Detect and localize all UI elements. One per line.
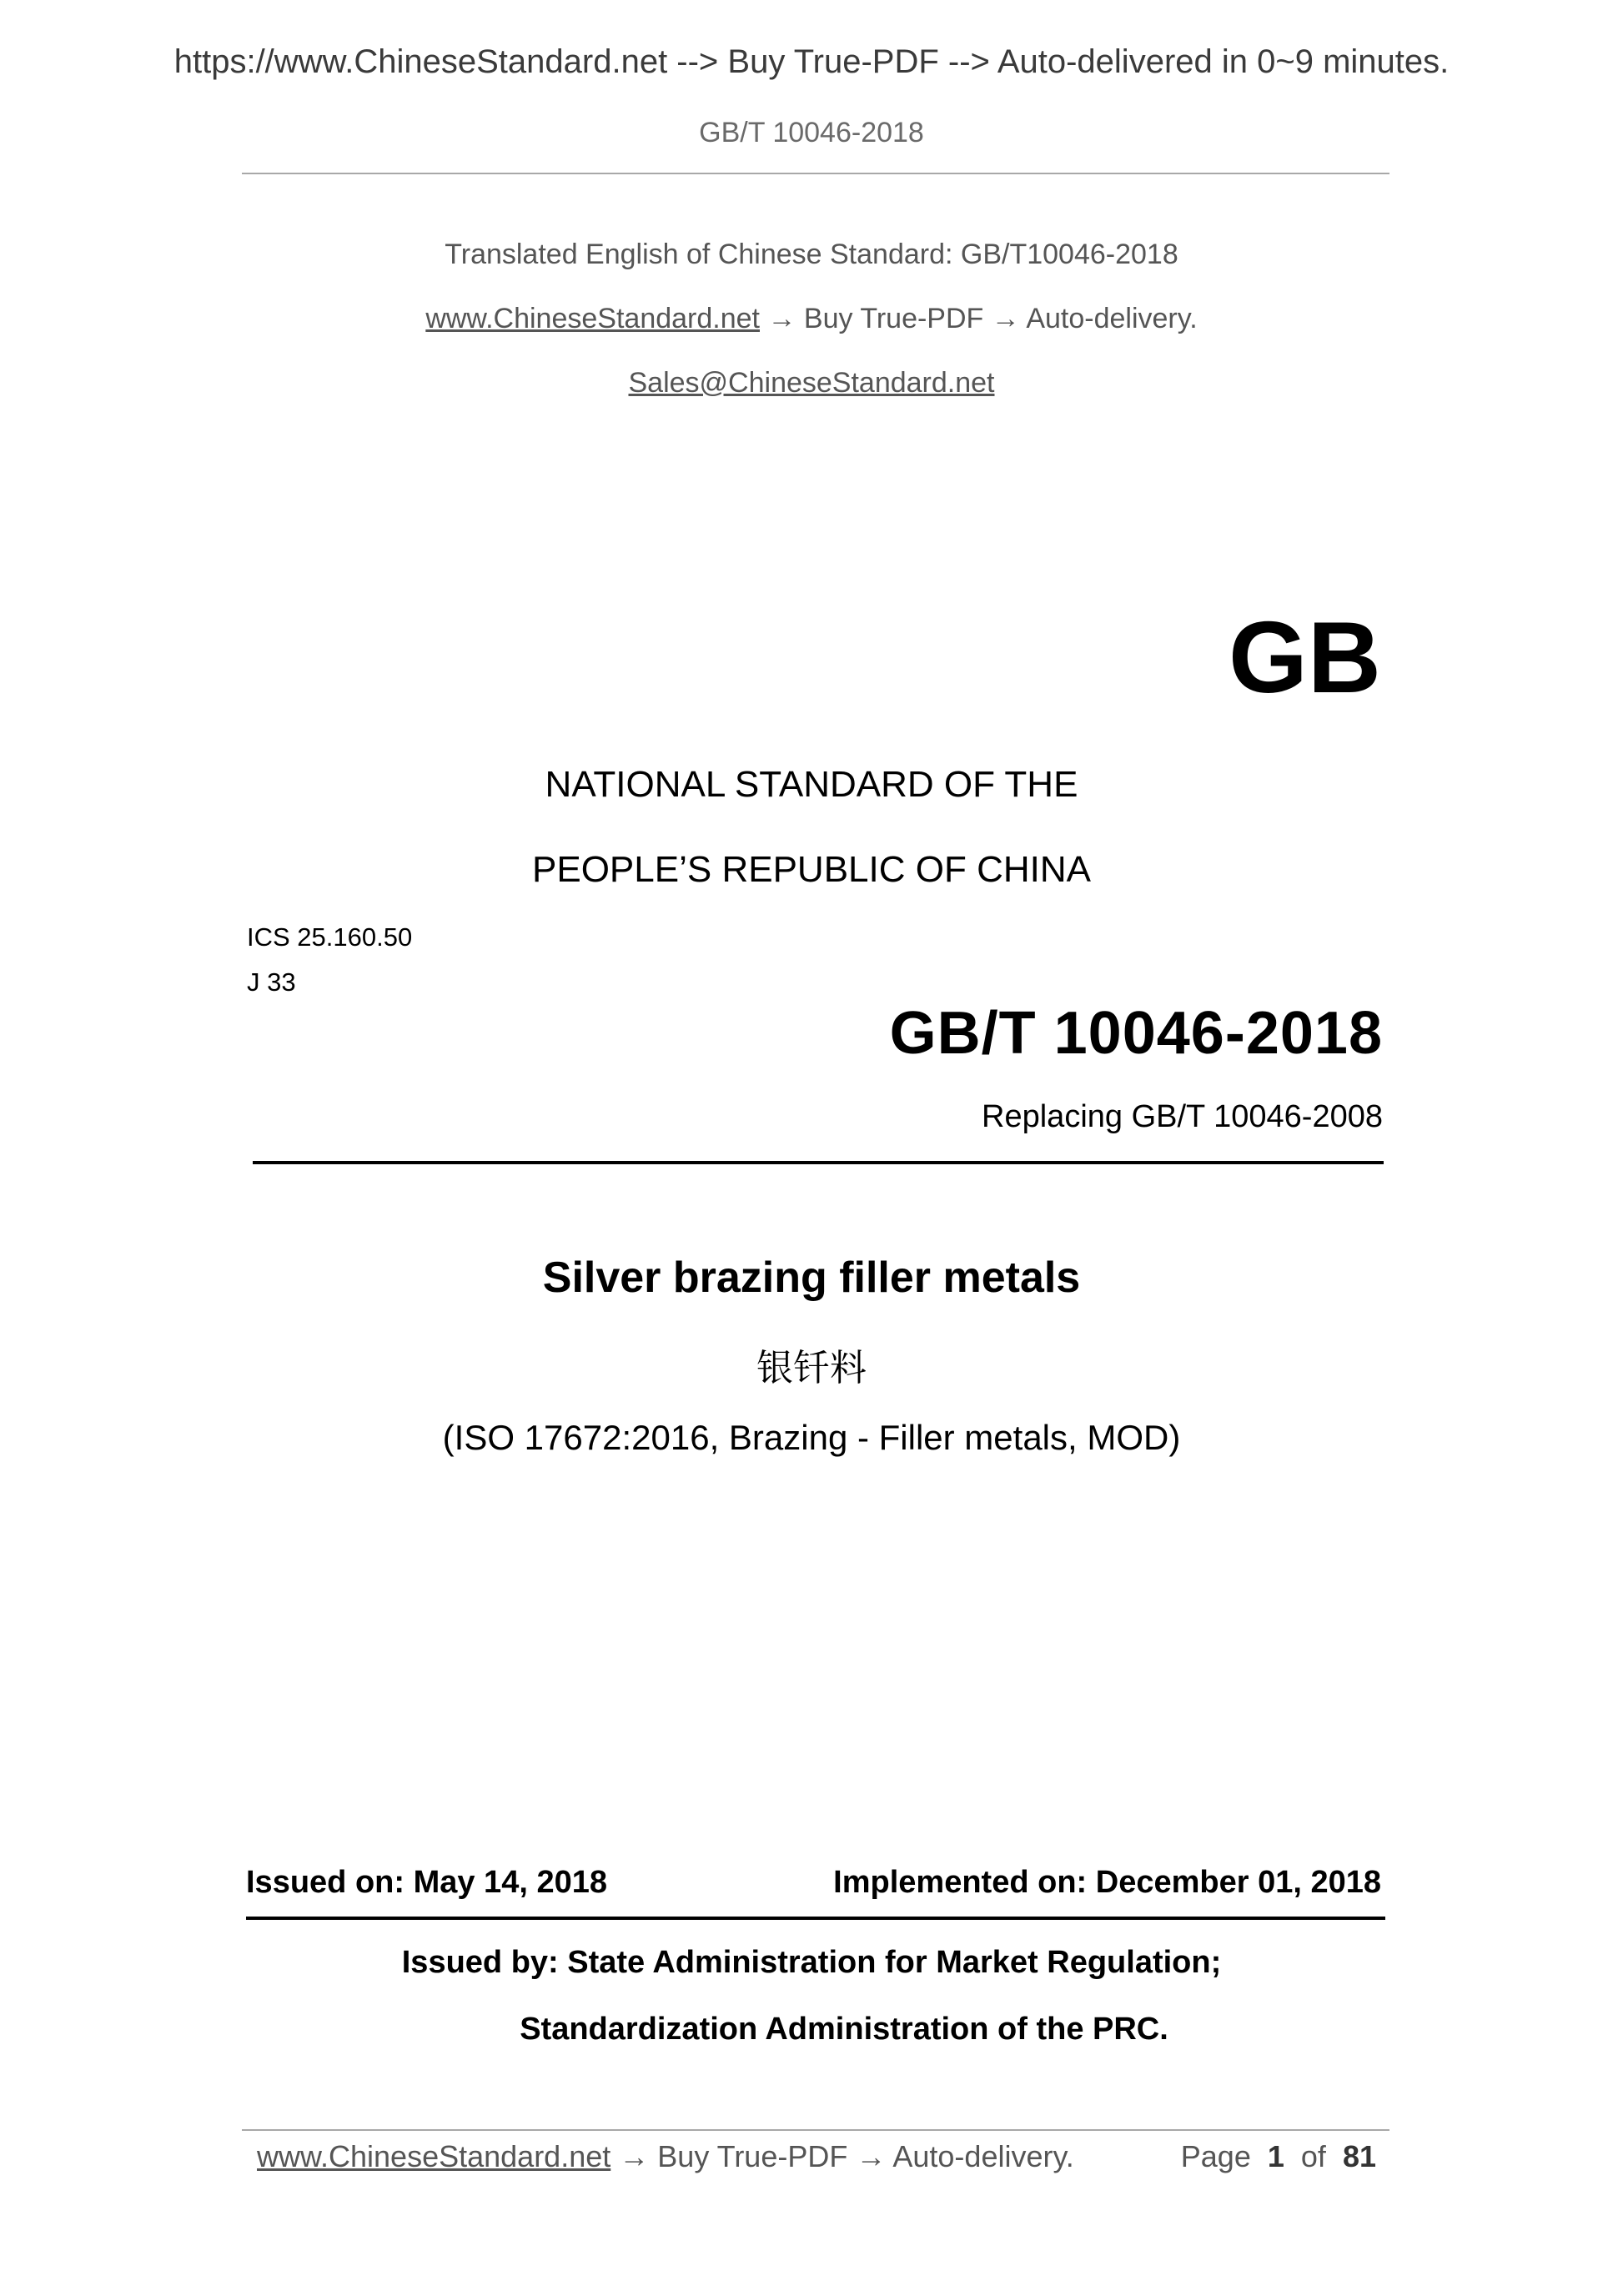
issued-by-line2: Standardization Administration of the PRC. [520,2012,1168,2047]
arrow-right-icon: → [619,2139,650,2173]
page-number: 1 [1267,2139,1284,2173]
j-code: J 33 [247,967,296,997]
translation-title: Translated English of Chinese Standard: GB/T10046-2018 [445,239,1178,270]
sales-email-row [0,367,1623,399]
gb-mark: GB [1229,600,1381,714]
ics-code: ICS 25.160.50 [247,922,413,952]
page-indicator [1181,2139,1376,2174]
footer-chinesestandard-link[interactable]: www.ChineseStandard.net [257,2139,611,2173]
title-divider [253,1161,1384,1164]
footer-buy-text: Buy True-PDF [657,2139,848,2173]
arrow-right-icon: → [991,303,1020,334]
page-label: Page [1180,2139,1251,2173]
top-banner-text: https://www.ChineseStandard.net --> Buy True-PDF --> Auto-delivered in 0~9 minutes. [173,43,1450,80]
footer-divider [242,2129,1389,2131]
replacing-standard: Replacing GB/T 10046-2008 [982,1099,1383,1134]
auto-delivery-text: Auto-delivery. [1026,303,1198,334]
translation-links [0,303,1623,335]
footer-delivery-text: Auto-delivery. [892,2139,1074,2173]
header-divider [242,173,1389,174]
document-title: Silver brazing filler metals [542,1254,1081,1302]
buy-true-pdf-text: Buy True-PDF [803,303,984,334]
implemented-on-date: Implemented on: December 01, 2018 [833,1865,1381,1900]
sales-email-link[interactable]: Sales@ChineseStandard.net [628,367,995,399]
national-standard-line1: NATIONAL STANDARD OF THE [545,764,1078,805]
arrow-right-icon: → [767,303,796,334]
iso-reference: (ISO 17672:2016, Brazing - Filler metals, MOD) [442,1418,1181,1457]
issuance-divider [246,1917,1385,1920]
national-standard-line2: PEOPLE’S REPUBLIC OF CHINA [532,849,1091,890]
chinesestandard-link[interactable]: www.ChineseStandard.net [425,303,760,334]
issued-by-line1: Issued by: State Administration for Market Regulation; [401,1945,1222,1980]
chinese-title: 银钎料 [756,1347,867,1389]
issued-on-date: Issued on: May 14, 2018 [246,1865,607,1900]
arrow-right-icon: → [856,2139,887,2173]
footer-links [257,2139,1074,2174]
standard-number: GB/T 10046-2018 [889,1000,1383,1067]
total-pages: 81 [1342,2139,1376,2173]
header-standard-code: GB/T 10046-2018 [699,117,924,148]
of-label: of [1300,2139,1326,2173]
